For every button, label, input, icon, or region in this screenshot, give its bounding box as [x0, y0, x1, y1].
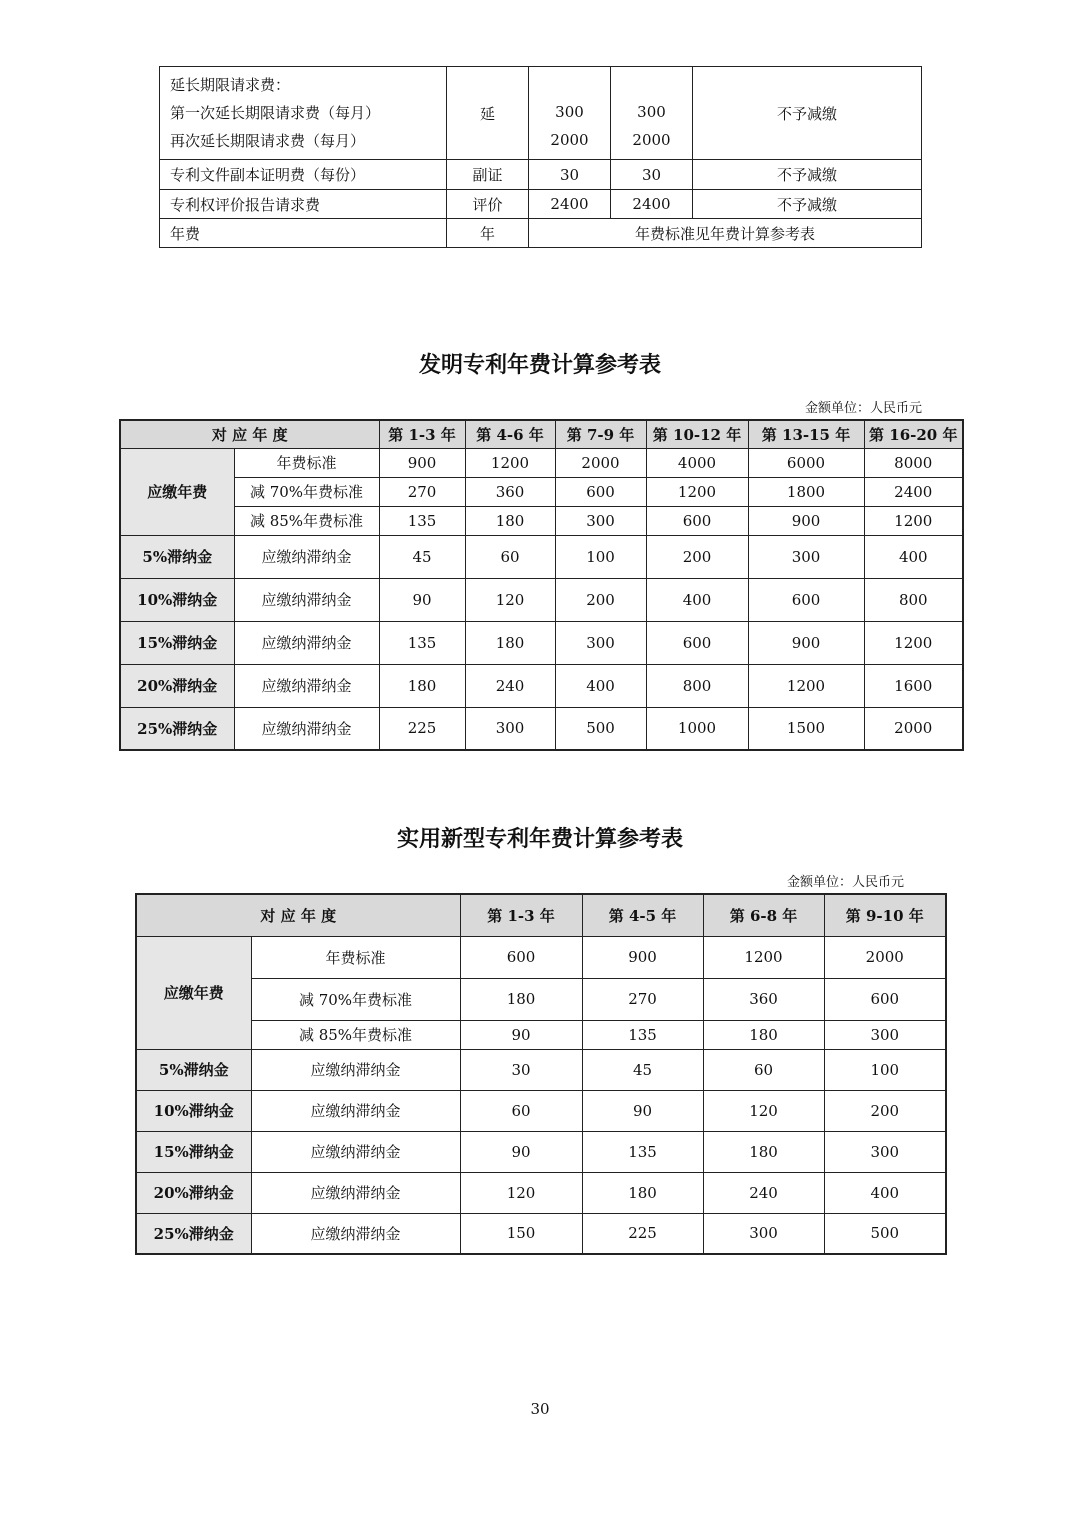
late-fee-rate-label: 10%滞纳金	[120, 578, 234, 621]
late-fee-value-cell: 45	[379, 535, 465, 578]
table-row	[160, 67, 922, 160]
table-row	[120, 578, 963, 621]
year-header-label: 对 应 年 度	[120, 420, 379, 448]
late-fee-label: 应缴纳滞纳金	[251, 1131, 460, 1172]
fee-note-cell: 不予减缴	[693, 67, 922, 160]
utility-table-title: 实用新型专利年费计算参考表	[396, 827, 683, 852]
late-fee-value-cell: 240	[465, 664, 555, 707]
fee-value: 2000	[550, 131, 589, 149]
fee-standard-label: 年费标准	[251, 936, 460, 978]
late-fee-value-cell: 1500	[748, 707, 864, 750]
late-fee-value-cell: 1000	[646, 707, 748, 750]
late-fee-value-cell: 1200	[864, 621, 963, 664]
utility-unit-note: 金额单位：人民币元	[787, 875, 905, 890]
late-fee-label: 应缴纳滞纳金	[234, 578, 379, 621]
late-fee-value-cell: 2000	[864, 707, 963, 750]
fee-value-cell: 270	[379, 477, 465, 506]
year-column-header: 第 4-5 年	[582, 894, 703, 936]
fee-name-line: 延长期限请求费：	[170, 76, 291, 94]
late-fee-value-cell: 800	[646, 664, 748, 707]
year-header-label: 对 应 年 度	[136, 894, 460, 936]
late-fee-rate-label: 20%滞纳金	[136, 1172, 251, 1213]
late-fee-value-cell: 30	[460, 1049, 582, 1090]
year-column-header: 第 1-3 年	[460, 894, 582, 936]
late-fee-value-cell: 500	[824, 1213, 946, 1254]
late-fee-value-cell: 400	[646, 578, 748, 621]
fee-value-cell: 360	[465, 477, 555, 506]
fee-name-line: 第一次延长期限请求费（每月）	[170, 104, 381, 122]
table-row	[136, 1090, 946, 1131]
fee-value-cell: 30	[529, 160, 611, 190]
late-fee-value-cell: 300	[465, 707, 555, 750]
fee-value: 300	[637, 103, 666, 121]
table-header-row	[120, 420, 963, 448]
fee-value-cell: 6000	[748, 448, 864, 477]
late-fee-value-cell: 90	[379, 578, 465, 621]
late-fee-label: 应缴纳滞纳金	[251, 1213, 460, 1254]
late-fee-rate-label: 15%滞纳金	[120, 621, 234, 664]
late-fee-label: 应缴纳滞纳金	[234, 621, 379, 664]
late-fee-rate-label: 5%滞纳金	[136, 1049, 251, 1090]
late-fee-value-cell: 300	[748, 535, 864, 578]
table-row	[160, 219, 922, 248]
table-row	[120, 448, 963, 477]
fee-items-table	[159, 66, 922, 248]
late-fee-rate-label: 20%滞纳金	[120, 664, 234, 707]
fee-value-cell: 180	[460, 978, 582, 1020]
table-row	[120, 707, 963, 750]
fee-value-cell: 180	[703, 1020, 824, 1049]
payable-fee-group-label: 应缴年费	[136, 936, 251, 1049]
fee-value: 300	[555, 103, 584, 121]
fee-value-cell	[529, 67, 611, 160]
fee-standard-label: 减 85%年费标准	[251, 1020, 460, 1049]
year-column-header: 第 10-12 年	[646, 420, 748, 448]
late-fee-value-cell: 200	[555, 578, 646, 621]
fee-value-cell: 600	[460, 936, 582, 978]
fee-value-cell: 270	[582, 978, 703, 1020]
late-fee-value-cell: 180	[379, 664, 465, 707]
fee-value-cell: 600	[646, 506, 748, 535]
year-column-header: 第 1-3 年	[379, 420, 465, 448]
year-column-header: 第 4-6 年	[465, 420, 555, 448]
fee-value-cell: 600	[555, 477, 646, 506]
late-fee-value-cell: 180	[703, 1131, 824, 1172]
fee-value-cell: 2000	[555, 448, 646, 477]
late-fee-value-cell: 400	[824, 1172, 946, 1213]
table-row	[160, 160, 922, 190]
fee-name-cell: 专利权评价报告请求费	[160, 190, 447, 219]
late-fee-value-cell: 600	[646, 621, 748, 664]
late-fee-value-cell: 135	[582, 1131, 703, 1172]
late-fee-value-cell: 225	[582, 1213, 703, 1254]
fee-value-cell: 600	[824, 978, 946, 1020]
year-column-header: 第 9-10 年	[824, 894, 946, 936]
table-row	[136, 1020, 946, 1049]
fee-value-cell: 900	[379, 448, 465, 477]
year-column-header: 第 6-8 年	[703, 894, 824, 936]
fee-value-cell: 1200	[646, 477, 748, 506]
late-fee-value-cell: 240	[703, 1172, 824, 1213]
fee-name-line: 再次延长期限请求费（每月）	[170, 132, 366, 150]
late-fee-value-cell: 900	[748, 621, 864, 664]
late-fee-value-cell: 90	[582, 1090, 703, 1131]
fee-value-cell: 180	[465, 506, 555, 535]
late-fee-value-cell: 300	[703, 1213, 824, 1254]
late-fee-rate-label: 25%滞纳金	[120, 707, 234, 750]
table-row	[120, 477, 963, 506]
fee-code-cell: 年	[447, 219, 529, 248]
late-fee-label: 应缴纳滞纳金	[251, 1172, 460, 1213]
late-fee-rate-label: 10%滞纳金	[136, 1090, 251, 1131]
fee-value-cell: 300	[824, 1020, 946, 1049]
table-row	[120, 535, 963, 578]
fee-value-cell: 2400	[864, 477, 963, 506]
late-fee-value-cell: 400	[555, 664, 646, 707]
fee-value-cell	[611, 67, 693, 160]
fee-standard-label: 减 85%年费标准	[234, 506, 379, 535]
fee-value-cell: 30	[611, 160, 693, 190]
fee-code-cell: 评价	[447, 190, 529, 219]
late-fee-value-cell: 60	[703, 1049, 824, 1090]
late-fee-value-cell: 500	[555, 707, 646, 750]
late-fee-label: 应缴纳滞纳金	[234, 664, 379, 707]
fee-value-cell: 135	[582, 1020, 703, 1049]
fee-value-cell: 300	[555, 506, 646, 535]
late-fee-value-cell: 45	[582, 1049, 703, 1090]
fee-value-cell: 8000	[864, 448, 963, 477]
table-row	[136, 1172, 946, 1213]
utility-fee-table	[135, 893, 947, 1255]
late-fee-value-cell: 1600	[864, 664, 963, 707]
fee-name-cell: 专利文件副本证明费（每份）	[160, 160, 447, 190]
invention-fee-table	[119, 419, 964, 751]
table-row	[120, 621, 963, 664]
late-fee-value-cell: 225	[379, 707, 465, 750]
late-fee-value-cell: 120	[703, 1090, 824, 1131]
table-row	[136, 1213, 946, 1254]
fee-code-cell: 副证	[447, 160, 529, 190]
fee-value-cell: 1200	[864, 506, 963, 535]
late-fee-value-cell: 200	[824, 1090, 946, 1131]
late-fee-label: 应缴纳滞纳金	[251, 1090, 460, 1131]
fee-name-cell	[160, 67, 447, 160]
year-column-header: 第 13-15 年	[748, 420, 864, 448]
fee-value: 2000	[632, 131, 671, 149]
late-fee-value-cell: 60	[465, 535, 555, 578]
late-fee-value-cell: 600	[748, 578, 864, 621]
fee-standard-label: 减 70%年费标准	[234, 477, 379, 506]
fee-standard-label: 减 70%年费标准	[251, 978, 460, 1020]
fee-note-cell: 不予减缴	[693, 160, 922, 190]
late-fee-value-cell: 400	[864, 535, 963, 578]
year-column-header: 第 16-20 年	[864, 420, 963, 448]
fee-value-cell: 1200	[703, 936, 824, 978]
table-row	[120, 664, 963, 707]
table-row	[136, 936, 946, 978]
invention-table-title: 发明专利年费计算参考表	[418, 353, 661, 378]
year-column-header: 第 7-9 年	[555, 420, 646, 448]
fee-value-cell: 90	[460, 1020, 582, 1049]
table-row	[160, 190, 922, 219]
late-fee-value-cell: 60	[460, 1090, 582, 1131]
late-fee-value-cell: 180	[582, 1172, 703, 1213]
fee-value-cell: 2400	[611, 190, 693, 219]
late-fee-value-cell: 200	[646, 535, 748, 578]
fee-value-cell: 360	[703, 978, 824, 1020]
fee-code-cell: 延	[447, 67, 529, 160]
late-fee-rate-label: 25%滞纳金	[136, 1213, 251, 1254]
fee-merged-cell: 年费标准见年费计算参考表	[529, 219, 922, 248]
fee-value-cell: 1800	[748, 477, 864, 506]
late-fee-label: 应缴纳滞纳金	[234, 535, 379, 578]
late-fee-value-cell: 120	[460, 1172, 582, 1213]
table-row	[136, 1131, 946, 1172]
fee-standard-label: 年费标准	[234, 448, 379, 477]
fee-note-cell: 不予减缴	[693, 190, 922, 219]
late-fee-label: 应缴纳滞纳金	[251, 1049, 460, 1090]
invention-unit-note: 金额单位：人民币元	[805, 401, 923, 416]
late-fee-value-cell: 300	[824, 1131, 946, 1172]
late-fee-value-cell: 800	[864, 578, 963, 621]
late-fee-value-cell: 90	[460, 1131, 582, 1172]
payable-fee-group-label: 应缴年费	[120, 448, 234, 535]
late-fee-value-cell: 100	[824, 1049, 946, 1090]
page-number: 30	[530, 1400, 550, 1418]
fee-value-cell: 900	[582, 936, 703, 978]
fee-name-cell: 年费	[160, 219, 447, 248]
late-fee-value-cell: 300	[555, 621, 646, 664]
fee-value-cell: 900	[748, 506, 864, 535]
late-fee-value-cell: 150	[460, 1213, 582, 1254]
table-row	[120, 506, 963, 535]
late-fee-value-cell: 180	[465, 621, 555, 664]
late-fee-value-cell: 135	[379, 621, 465, 664]
fee-value-cell: 135	[379, 506, 465, 535]
late-fee-rate-label: 15%滞纳金	[136, 1131, 251, 1172]
late-fee-value-cell: 1200	[748, 664, 864, 707]
late-fee-label: 应缴纳滞纳金	[234, 707, 379, 750]
late-fee-rate-label: 5%滞纳金	[120, 535, 234, 578]
fee-value-cell: 1200	[465, 448, 555, 477]
table-header-row	[136, 894, 946, 936]
late-fee-value-cell: 120	[465, 578, 555, 621]
fee-value-cell: 2000	[824, 936, 946, 978]
fee-value-cell: 2400	[529, 190, 611, 219]
fee-value-cell: 4000	[646, 448, 748, 477]
table-row	[136, 1049, 946, 1090]
table-row	[136, 978, 946, 1020]
late-fee-value-cell: 100	[555, 535, 646, 578]
